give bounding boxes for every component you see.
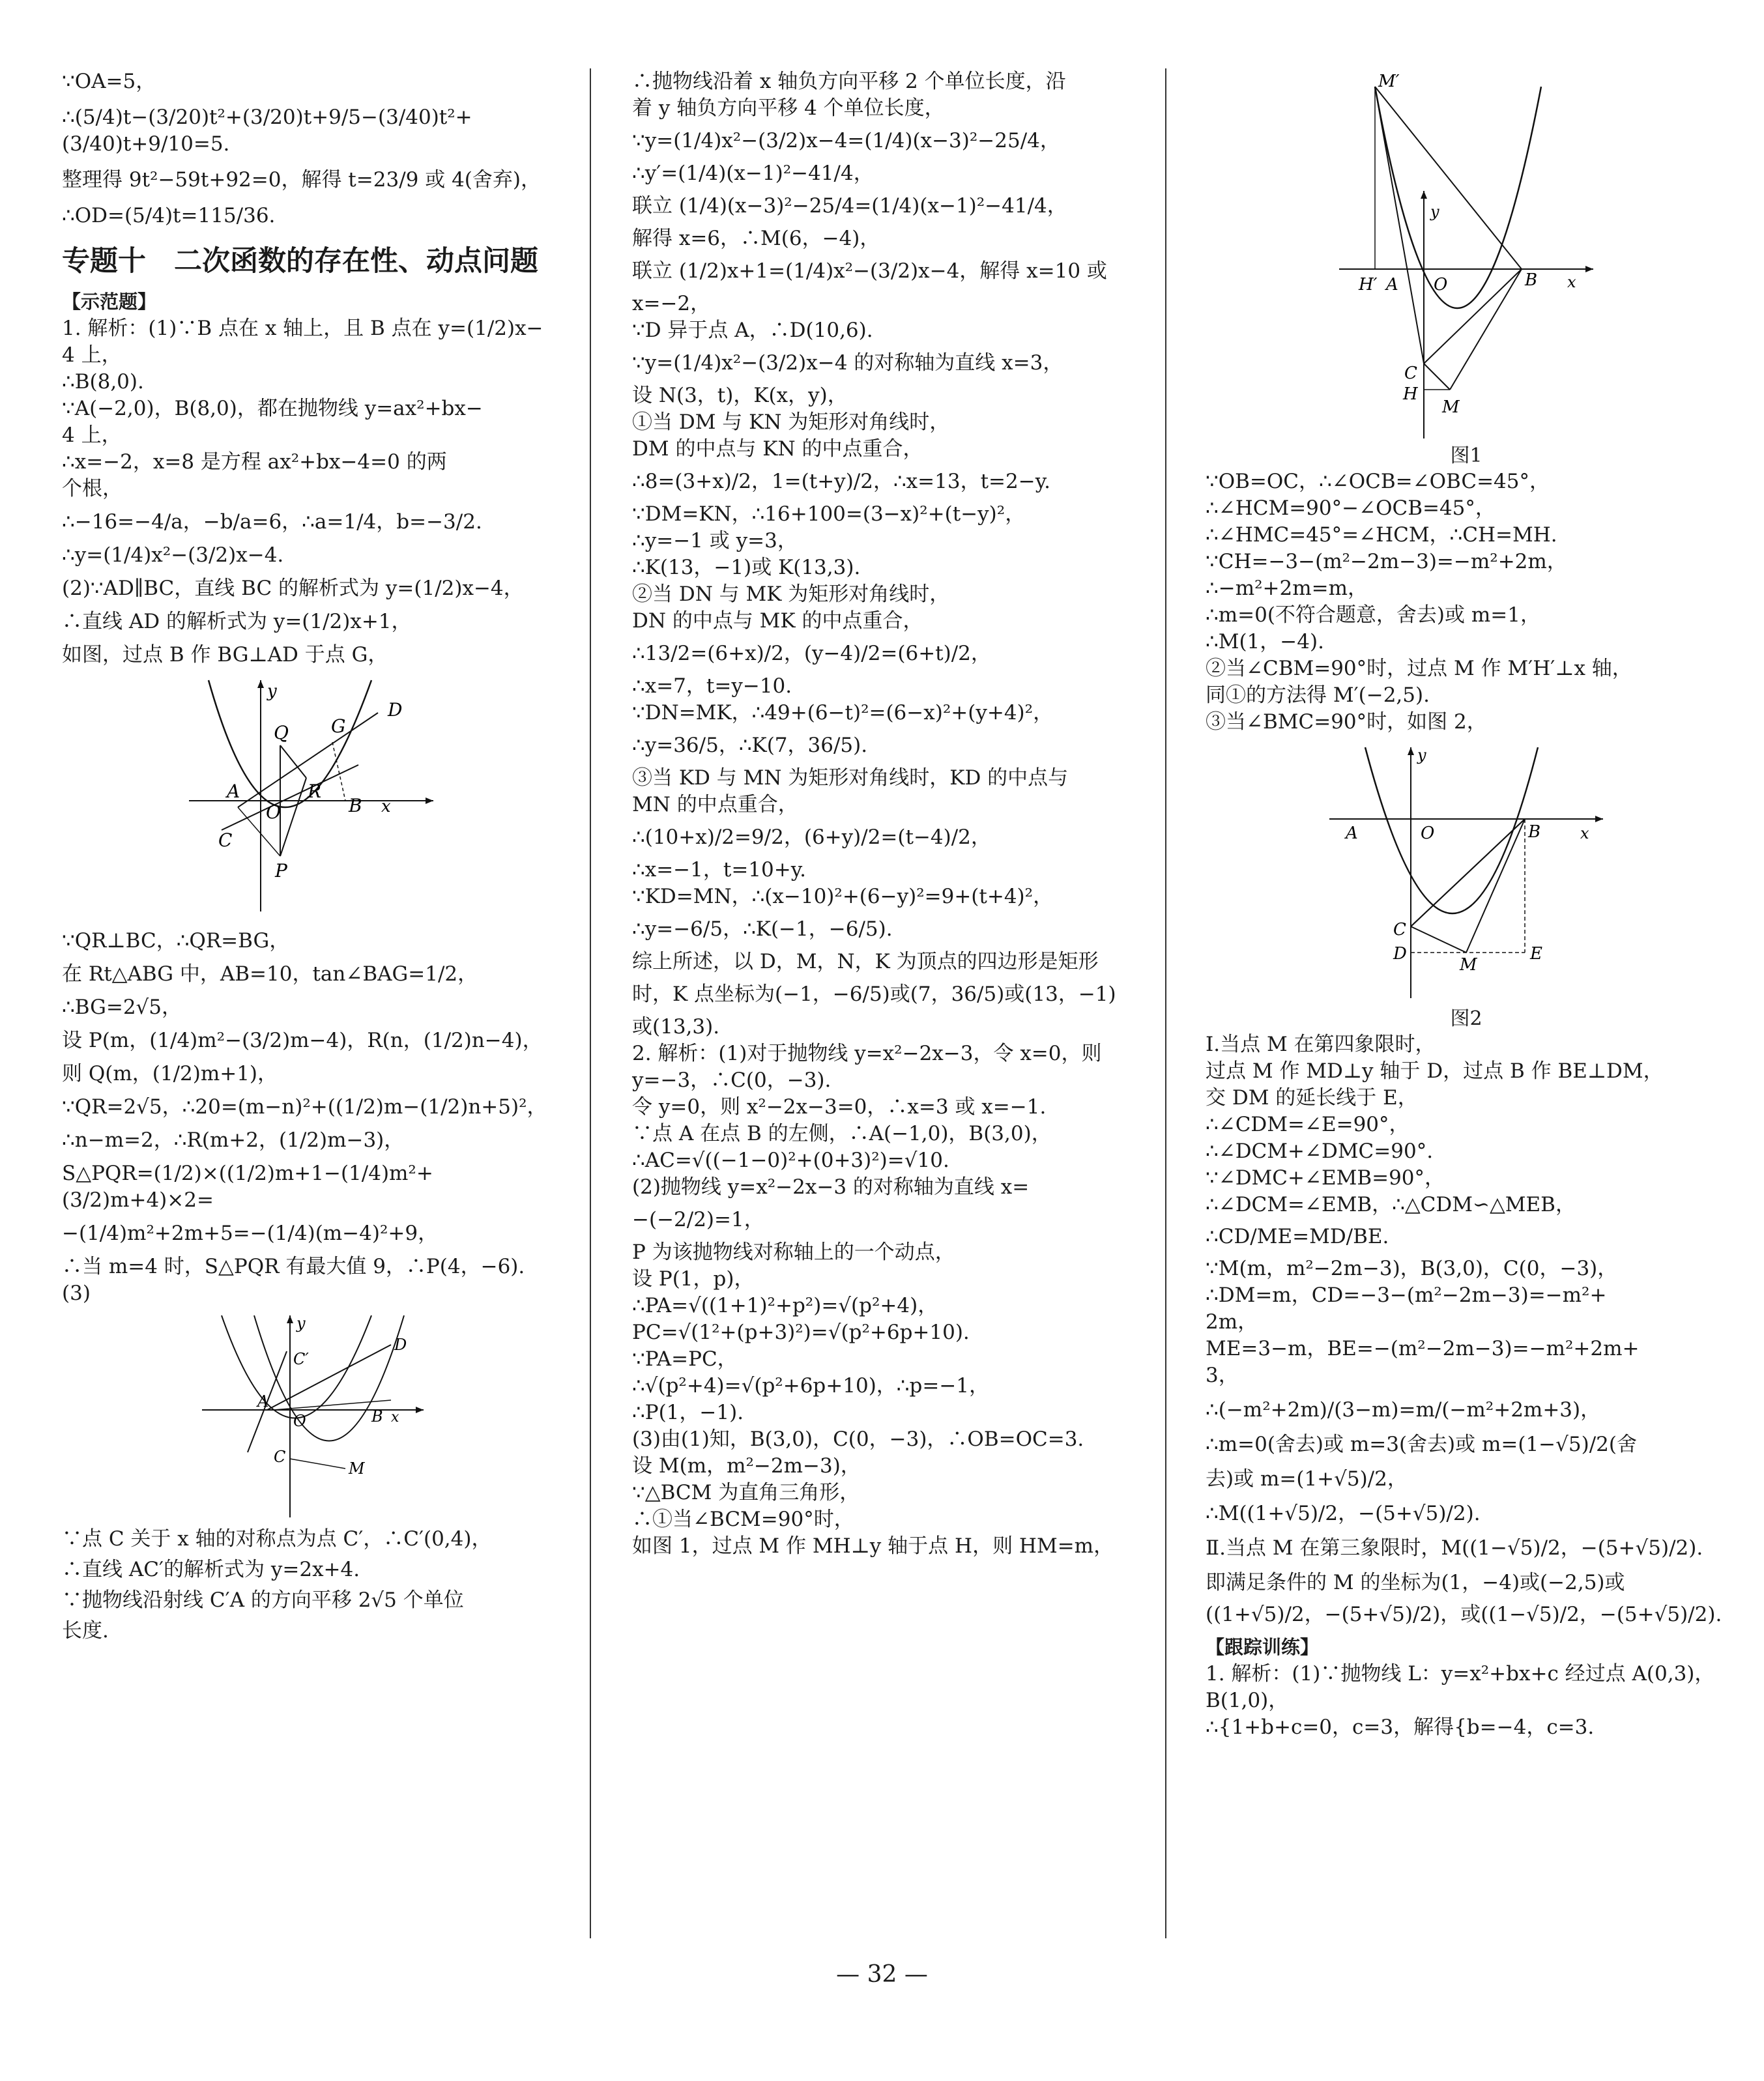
- text-line: P 为该抛物线对称轴上的一个动点，: [632, 1241, 955, 1264]
- figure-parabola-pqr: [182, 674, 443, 921]
- text-line: 如图 1，过点 M 作 MH⊥y 轴于点 H，则 HM=m，: [632, 1534, 1114, 1558]
- text-line: ∴∠DCM+∠DMC=90°.: [1206, 1140, 1434, 1163]
- text-line: ∵KD=MN，∴(x−10)²+(6−y)²=9+(t+4)²，: [632, 885, 1054, 908]
- svg-text:y: y: [267, 682, 277, 701]
- svg-text:O: O: [1421, 824, 1435, 843]
- svg-text:M′: M′: [1378, 74, 1400, 91]
- svg-text:C: C: [1393, 920, 1406, 940]
- text-line: 着 y 轴负方向平移 4 个单位长度，: [632, 96, 945, 120]
- text-line: ∴x=−2，x=8 是方程 ax²+bx−4=0 的两: [62, 450, 447, 474]
- text-line: ((1+√5)/2，−(5+√5)/2)，或((1−√5)/2，−(5+√5)/2).: [1206, 1603, 1722, 1626]
- text-line: 在 Rt△ABG 中，AB=10，tan∠BAG=1/2，: [62, 962, 478, 986]
- text-line: (3): [62, 1282, 91, 1305]
- text-line: 4 上，: [62, 423, 122, 447]
- solution-lines-c: [62, 928, 564, 1307]
- svg-text:y: y: [296, 1314, 306, 1332]
- text-line: ∵DN=MK，∴49+(6−t)²=(6−x)²+(y+4)²，: [632, 701, 1054, 725]
- text-line: −(−2/2)=1，: [632, 1208, 764, 1231]
- svg-text:M: M: [1460, 955, 1477, 975]
- solution-lines-d: [62, 1526, 564, 1644]
- text-line: ∴直线 AD 的解析式为 y=(1/2)x+1，: [62, 610, 412, 633]
- example-tag: 【示范题】: [62, 291, 157, 313]
- text-line: (2)∵AD∥BC，直线 BC 的解析式为 y=(1/2)x−4，: [62, 577, 524, 600]
- text-line: 设 P(1，p)，: [632, 1267, 755, 1291]
- text-line: 设 P(m，(1/4)m²−(3/2)m−4)，R(n，(1/2)n−4)，: [62, 1029, 543, 1052]
- svg-text:C: C: [218, 829, 233, 851]
- svg-text:Q: Q: [274, 722, 289, 743]
- svg-text:O: O: [293, 1412, 306, 1430]
- svg-text:x: x: [1567, 273, 1576, 291]
- text-line: ∵y=(1/4)x²−(3/2)x−4=(1/4)(x−3)²−25/4，: [632, 129, 1060, 152]
- svg-text:y: y: [1430, 203, 1439, 221]
- text-line: ∴CD/ME=MD/BE.: [1206, 1225, 1389, 1248]
- text-line: ∴13/2=(6+x)/2，(y−4)/2=(6+t)/2，: [632, 642, 991, 665]
- text-line: (2)抛物线 y=x²−2x−3 的对称轴为直线 x=: [632, 1175, 1030, 1199]
- text-line: ∴①当∠BCM=90°时，: [632, 1508, 854, 1531]
- text-line: ∴−16=−4/a，−b/a=6，∴a=1/4，b=−3/2.: [62, 510, 482, 534]
- text-line: ∴∠HCM=90°−∠OCB=45°，: [1206, 496, 1496, 520]
- text-line: ∴P(1，−1).: [632, 1401, 744, 1424]
- figure-2-parabola: [1316, 741, 1616, 1001]
- svg-text:C: C: [274, 1448, 286, 1466]
- text-line: DN 的中点与 MK 的中点重合，: [632, 609, 923, 633]
- text-line: ∴∠HMC=45°=∠HCM，∴CH=MH.: [1206, 523, 1557, 547]
- solution-lines-a: [62, 68, 564, 229]
- text-line: MN 的中点重合，: [632, 793, 798, 816]
- solution-lines-c: [1206, 1661, 1727, 1741]
- text-line: 同①的方法得 M′(−2,5).: [1206, 683, 1430, 707]
- svg-text:A: A: [1386, 275, 1398, 294]
- svg-text:M: M: [349, 1459, 365, 1478]
- svg-text:C: C: [1404, 364, 1417, 383]
- text-line: ∴抛物线沿着 x 轴负方向平移 2 个单位长度，沿: [632, 70, 1066, 93]
- text-line: ∴BG=2√5，: [62, 996, 182, 1019]
- text-line: ∴x=−1，t=10+y.: [632, 858, 806, 882]
- text-line: ③当∠BMC=90°时，如图 2，: [1206, 710, 1487, 734]
- text-line: 如图，过点 B 作 BG⊥AD 于点 G，: [62, 643, 388, 667]
- text-line: ②当∠CBM=90°时，过点 M 作 M′H′⊥x 轴，: [1206, 657, 1632, 680]
- text-line: ∴n−m=2，∴R(m+2，(1/2)m−3)，: [62, 1128, 405, 1152]
- text-line: 则 Q(m，(1/2)m+1)，: [62, 1062, 278, 1085]
- text-line: 过点 M 作 MD⊥y 轴于 D，过点 B 作 BE⊥DM，: [1206, 1059, 1664, 1083]
- text-line: ①当 DM 与 KN 为矩形对角线时，: [632, 410, 950, 434]
- column-right: [1206, 68, 1727, 1741]
- text-line: ∵DM=KN，∴16+100=(3−x)²+(t−y)²，: [632, 502, 1026, 526]
- text-line: ∵△BCM 为直角三角形，: [632, 1481, 860, 1504]
- text-line: ∴m=0(不符合题意，舍去)或 m=1，: [1206, 603, 1540, 627]
- page-number: — 32 —: [836, 1961, 928, 1988]
- text-line: ∴y=−1 或 y=3，: [632, 529, 798, 553]
- text-line: ∵OA=5，: [62, 70, 156, 93]
- text-line: 联立 (1/4)(x−3)²−25/4=(1/4)(x−1)²−41/4，: [632, 194, 1067, 218]
- svg-text:A: A: [227, 781, 240, 802]
- svg-text:B: B: [349, 795, 362, 816]
- figure-2-caption: 图2: [1450, 1007, 1482, 1030]
- text-line: ∴x=7，t=y−10.: [632, 674, 792, 698]
- text-line: 个根，: [62, 477, 123, 500]
- text-line: ∴AC=√((−1−0)²+(0+3)²)=√10.: [632, 1149, 949, 1172]
- text-line: ∵QR=2√5，∴20=(m−n)²+((1/2)m−(1/2)n+5)²，: [62, 1095, 547, 1119]
- text-line: ②当 DN 与 MK 为矩形对角线时，: [632, 582, 950, 606]
- svg-text:H′: H′: [1359, 275, 1378, 294]
- text-line: ∵QR⊥BC，∴QR=BG，: [62, 929, 290, 953]
- text-line: 去)或 m=(1+√5)/2，: [1206, 1467, 1408, 1491]
- text-line: PC=√(1²+(p+3)²)=√(p²+6p+10).: [632, 1321, 970, 1344]
- text-line: 时，K 点坐标为(−1，−6/5)或(7，36/5)或(13，−1): [632, 983, 1116, 1006]
- text-line: 1. 解析：(1)∵B 点在 x 轴上，且 B 点在 y=(1/2)x−: [62, 317, 543, 340]
- text-line: ∴m=0(舍去)或 m=3(舍去)或 m=(1−√5)/2(舍: [1206, 1433, 1637, 1456]
- text-line: ∵抛物线沿射线 C′A 的方向平移 2√5 个单位: [62, 1588, 464, 1612]
- text-line: 2. 解析：(1)对于抛物线 y=x²−2x−3，令 x=0，则: [632, 1042, 1102, 1065]
- svg-text:D: D: [388, 699, 403, 721]
- text-line: ∴y′=(1/4)(x−1)²−41/4，: [632, 162, 874, 185]
- text-line: ∴OD=(5/4)t=115/36.: [62, 204, 276, 227]
- solution-lines-b: [62, 315, 564, 668]
- text-line: ∴PA=√((1+1)²+p²)=√(p²+4)，: [632, 1294, 938, 1317]
- figure-translated-parabola: [195, 1312, 430, 1521]
- text-line: 令 y=0，则 x²−2x−3=0，∴x=3 或 x=−1.: [632, 1095, 1047, 1119]
- text-line: ∴(−m²+2m)/(3−m)=m/(−m²+2m+3)，: [1206, 1398, 1601, 1422]
- svg-text:E: E: [1530, 944, 1542, 964]
- text-line: 3，: [1206, 1364, 1239, 1387]
- column-divider-left: [590, 68, 591, 1938]
- text-line: y=−3，∴C(0，−3).: [632, 1069, 831, 1092]
- text-line: ∴√(p²+4)=√(p²+6p+10)，∴p=−1，: [632, 1374, 990, 1398]
- text-line: (3)由(1)知，B(3,0)，C(0，−3)，∴OB=OC=3.: [632, 1428, 1084, 1451]
- text-line: ∴y=36/5，∴K(7，36/5).: [632, 734, 868, 757]
- text-line: 或(13,3).: [632, 1015, 720, 1039]
- column-left: [62, 68, 564, 1648]
- figure-1-caption: 图1: [1450, 444, 1482, 467]
- svg-text:H: H: [1403, 384, 1418, 404]
- text-line: 即满足条件的 M 的坐标为(1，−4)或(−2,5)或: [1206, 1571, 1625, 1594]
- text-line: 综上所述，以 D，M，N，K 为顶点的四边形是矩形: [632, 950, 1099, 973]
- svg-text:A: A: [257, 1392, 269, 1411]
- text-line: 2m，: [1206, 1310, 1258, 1334]
- figure-1-parabola: [1326, 74, 1606, 438]
- svg-text:B: B: [371, 1407, 383, 1426]
- text-line: ∵点 A 在点 B 的左侧，∴A(−1,0)，B(3,0)，: [632, 1122, 1052, 1145]
- svg-text:x: x: [381, 797, 391, 816]
- text-line: 联立 (1/2)x+1=(1/4)x²−(3/2)x−4，解得 x=10 或: [632, 259, 1107, 283]
- svg-text:M: M: [1442, 397, 1460, 417]
- text-line: 长度.: [62, 1619, 109, 1643]
- practice-tag: 【跟踪训练】: [1206, 1636, 1320, 1658]
- svg-text:O: O: [1434, 275, 1448, 294]
- text-line: 交 DM 的延长线于 E，: [1206, 1086, 1418, 1110]
- text-line: ∵A(−2,0)，B(8,0)，都在抛物线 y=ax²+bx−: [62, 397, 483, 420]
- text-line: ME=3−m，BE=−(m²−2m−3)=−m²+2m+: [1206, 1337, 1640, 1360]
- text-line: ∴K(13，−1)或 K(13,3).: [632, 556, 861, 579]
- svg-text:A: A: [1346, 824, 1358, 843]
- svg-text:D: D: [394, 1336, 407, 1354]
- text-line: x=−2，: [632, 292, 711, 315]
- text-line: ∴∠CDM=∠E=90°，: [1206, 1113, 1410, 1136]
- svg-text:R: R: [308, 781, 322, 802]
- column-divider-right: [1165, 68, 1166, 1938]
- svg-text:y: y: [1417, 746, 1426, 764]
- text-line: ∴y=(1/4)x²−(3/2)x−4.: [62, 543, 284, 567]
- text-line: ∴M(1，−4).: [1206, 630, 1324, 653]
- text-line: ∵点 C 关于 x 轴的对称点为点 C′，∴C′(0,4)，: [62, 1527, 492, 1551]
- text-line: ∵CH=−3−(m²−2m−3)=−m²+2m，: [1206, 550, 1567, 573]
- text-line: ∴∠DCM=∠EMB，∴△CDM∽△MEB，: [1206, 1193, 1576, 1216]
- solution-lines: [632, 68, 1134, 1560]
- text-line: DM 的中点与 KN 的中点重合，: [632, 437, 923, 461]
- text-line: ∴−m²+2m=m，: [1206, 577, 1368, 600]
- text-line: 解得 x=6，∴M(6，−4)，: [632, 227, 880, 250]
- text-line: ③当 KD 与 MN 为矩形对角线时，KD 的中点与: [632, 766, 1069, 790]
- text-line: 4 上，: [62, 343, 122, 367]
- solution-lines-b: [1206, 1031, 1727, 1628]
- text-line: ∴B(8,0).: [62, 370, 144, 394]
- svg-text:P: P: [275, 860, 287, 882]
- text-line: ∴DM=m，CD=−3−(m²−2m−3)=−m²+: [1206, 1284, 1607, 1307]
- text-line: S△PQR=(1/2)×((1/2)m+1−(1/4)m²+(3/2)m+4)×2=: [62, 1162, 433, 1212]
- text-line: ∴(5/4)t−(3/20)t²+(3/20)t+9/5−(3/40)t²+(3/40)t+9/10=5.: [62, 106, 472, 156]
- text-line: B(1,0)，: [1206, 1689, 1289, 1712]
- section-heading: 专题十 二次函数的存在性、动点问题: [62, 245, 538, 278]
- column-middle: [632, 68, 1134, 1560]
- text-line: 1. 解析：(1)∵抛物线 L：y=x²+bx+c 经过点 A(0,3)，: [1206, 1662, 1715, 1686]
- svg-text:O: O: [266, 801, 281, 823]
- text-line: Ⅱ.当点 M 在第三象限时，M((1−√5)/2，−(5+√5)/2).: [1206, 1536, 1703, 1560]
- text-line: ∵M(m，m²−2m−3)，B(3,0)，C(0，−3)，: [1206, 1257, 1618, 1280]
- svg-text:x: x: [391, 1409, 399, 1426]
- text-line: ∴当 m=4 时，S△PQR 有最大值 9，∴P(4，−6).: [62, 1255, 525, 1278]
- text-line: −(1/4)m²+2m+5=−(1/4)(m−4)²+9，: [62, 1222, 439, 1245]
- text-line: 整理得 9t²−59t+92=0，解得 t=23/9 或 4(舍弃)，: [62, 168, 541, 192]
- solution-lines-a: [1206, 468, 1727, 736]
- text-line: ∵PA=PC，: [632, 1347, 738, 1371]
- svg-text:x: x: [1580, 824, 1589, 842]
- svg-text:D: D: [1393, 944, 1407, 964]
- text-line: ∴8=(3+x)/2，1=(t+y)/2，∴x=13，t=2−y.: [632, 470, 1050, 493]
- text-line: ∵D 异于点 A，∴D(10,6).: [632, 319, 873, 342]
- text-line: ∴M((1+√5)/2，−(5+√5)/2).: [1206, 1502, 1481, 1525]
- svg-text:B: B: [1528, 822, 1541, 842]
- svg-text:G: G: [331, 715, 346, 737]
- text-line: 设 N(3，t)，K(x，y)，: [632, 384, 848, 407]
- text-line: ∴y=−6/5，∴K(−1，−6/5).: [632, 917, 893, 941]
- text-line: ∵y=(1/4)x²−(3/2)x−4 的对称轴为直线 x=3，: [632, 351, 1063, 375]
- text-line: ∴直线 AC′的解析式为 y=2x+4.: [62, 1558, 360, 1581]
- text-line: 设 M(m，m²−2m−3)，: [632, 1454, 861, 1478]
- text-line: ∵∠DMC+∠EMB=90°，: [1206, 1166, 1445, 1190]
- svg-text:C′: C′: [293, 1350, 309, 1368]
- text-line: Ⅰ.当点 M 在第四象限时，: [1206, 1033, 1436, 1056]
- svg-text:B: B: [1525, 270, 1538, 290]
- text-line: ∴(10+x)/2=9/2，(6+y)/2=(t−4)/2，: [632, 825, 991, 849]
- text-line: ∵OB=OC，∴∠OCB=∠OBC=45°，: [1206, 470, 1550, 493]
- text-line: ∴{1+b+c=0，c=3，解得{b=−4，c=3.: [1206, 1715, 1595, 1739]
